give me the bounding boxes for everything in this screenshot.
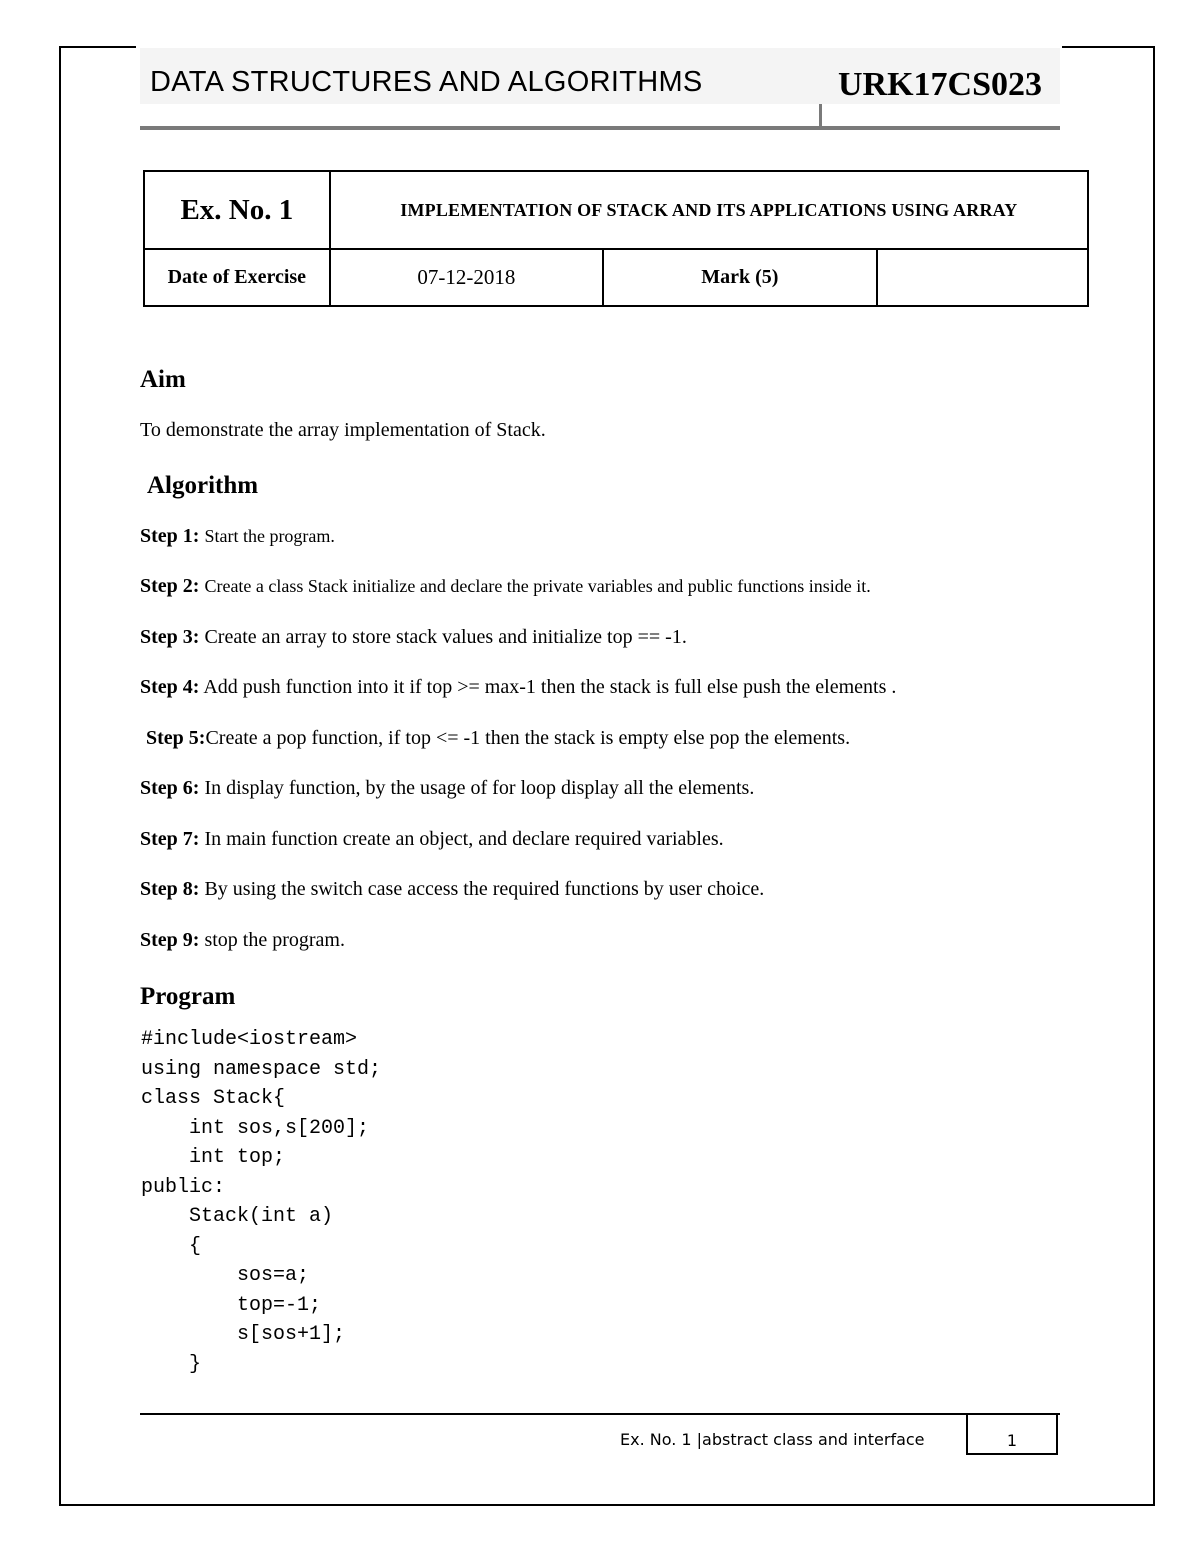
algorithm-step bbox=[140, 929, 345, 952]
page-border-top-right bbox=[1062, 46, 1155, 48]
exercise-info-table bbox=[143, 170, 1089, 307]
header-divider-tick bbox=[819, 104, 822, 126]
mark-value bbox=[877, 249, 1089, 306]
page-number: 1 bbox=[966, 1413, 1058, 1455]
algorithm-step bbox=[140, 676, 896, 699]
step-label: Step 2: bbox=[140, 575, 200, 597]
date-value: 07-12-2018 bbox=[330, 249, 603, 306]
header-title: DATA STRUCTURES AND ALGORITHMS bbox=[150, 66, 703, 98]
step-label: Step 8: bbox=[140, 878, 200, 900]
aim-heading: Aim bbox=[140, 366, 186, 393]
header-register-number: URK17CS023 bbox=[838, 66, 1043, 103]
step-text: In display function, by the usage of for loop display all the elements. bbox=[204, 777, 755, 799]
step-text: Create a class Stack initialize and declare the private variables and public functions inside it. bbox=[204, 576, 871, 596]
page-border-left bbox=[59, 46, 61, 1506]
algorithm-step bbox=[140, 525, 335, 548]
mark-label: Mark (5) bbox=[603, 249, 876, 306]
algorithm-step bbox=[140, 575, 871, 598]
step-label: Step 6: bbox=[140, 777, 200, 799]
page-border-top-left bbox=[59, 46, 136, 48]
header-rule bbox=[140, 126, 1060, 130]
algorithm-step bbox=[140, 626, 687, 649]
step-label: Step 7: bbox=[140, 828, 200, 850]
program-heading: Program bbox=[140, 983, 236, 1010]
aim-text: To demonstrate the array implementation of Stack. bbox=[140, 419, 546, 441]
step-text: Create a pop function, if top <= -1 then the stack is empty else pop the elements. bbox=[205, 727, 851, 749]
exercise-title: IMPLEMENTATION OF STACK AND ITS APPLICATIONS USING ARRAY bbox=[330, 171, 1088, 249]
step-text: Start the program. bbox=[204, 526, 335, 546]
exercise-table-row bbox=[144, 171, 1088, 249]
exercise-number: Ex. No. 1 bbox=[144, 171, 330, 249]
step-label: Step 4: bbox=[140, 676, 200, 698]
step-text: stop the program. bbox=[204, 929, 345, 951]
date-label: Date of Exercise bbox=[144, 249, 330, 306]
step-text: By using the switch case access the required functions by user choice. bbox=[204, 878, 765, 900]
page-border-right bbox=[1153, 46, 1155, 1506]
step-label: Step 3: bbox=[140, 626, 200, 648]
step-text: Add push function into it if top >= max-1 then the stack is full else push the elements . bbox=[203, 676, 897, 698]
step-text: Create an array to store stack values and initialize top == -1. bbox=[204, 626, 687, 648]
algorithm-heading: Algorithm bbox=[147, 472, 259, 499]
algorithm-step bbox=[140, 777, 754, 800]
footer-rule bbox=[140, 1413, 1060, 1415]
footer-text: Ex. No. 1 |abstract class and interface bbox=[620, 1430, 925, 1449]
page-border-bottom bbox=[59, 1504, 1155, 1506]
exercise-table-row bbox=[144, 249, 1088, 306]
algorithm-step bbox=[146, 727, 850, 750]
algorithm-step bbox=[140, 828, 724, 851]
step-label: Step 9: bbox=[140, 929, 200, 951]
program-code: #include<iostream> using namespace std; class Stack{ int sos,s[200]; int top; public: Stack(int a) { sos=a; top=-1; s[sos+1]; } bbox=[141, 1028, 382, 1376]
step-label: Step 1: bbox=[140, 525, 200, 547]
step-text: In main function create an object, and declare required variables. bbox=[204, 828, 724, 850]
step-label: Step 5: bbox=[146, 727, 206, 749]
algorithm-step bbox=[140, 878, 764, 901]
